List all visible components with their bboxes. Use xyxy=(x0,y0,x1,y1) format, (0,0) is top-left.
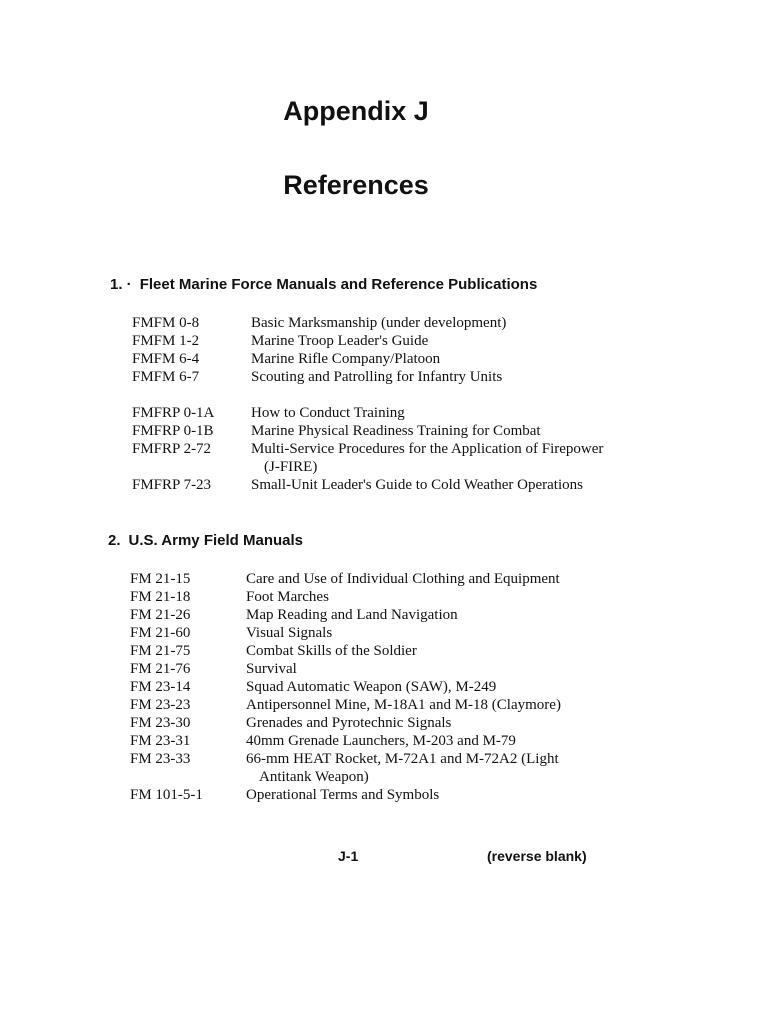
reference-code: FMFRP 0-1B xyxy=(132,423,214,439)
reference-code: FMFM 6-7 xyxy=(132,369,200,385)
reference-code: FM 101-5-1 xyxy=(130,787,203,803)
reference-title: Multi-Service Procedures for the Application of Firepower xyxy=(251,441,604,457)
reference-code: FM 23-30 xyxy=(130,715,191,731)
reference-title: Marine Rifle Company/Platoon xyxy=(251,351,441,367)
reference-title-block xyxy=(246,750,559,786)
reference-title: How to Conduct Training xyxy=(251,405,405,421)
reference-title: Grenades and Pyrotechnic Signals xyxy=(246,715,452,731)
reference-title: Visual Signals xyxy=(246,625,333,641)
reference-title: Marine Troop Leader's Guide xyxy=(251,333,429,349)
section-2-heading xyxy=(108,532,303,549)
reference-code: FMFM 1-2 xyxy=(132,333,200,349)
reference-title: Survival xyxy=(246,661,297,677)
reference-code: FM 21-18 xyxy=(130,589,191,605)
reference-title-continuation: Antitank Weapon) xyxy=(259,769,369,785)
reference-code: FMFM 6-4 xyxy=(132,351,200,367)
reverse-blank-note: (reverse blank) xyxy=(487,848,587,864)
reference-title: Marine Physical Readiness Training for Combat xyxy=(251,423,541,439)
reference-code: FMFM 0-8 xyxy=(132,315,200,331)
reference-title: Care and Use of Individual Clothing and Equipment xyxy=(246,571,560,587)
reference-code: FM 21-15 xyxy=(130,571,191,587)
section-1-number: 1. · xyxy=(110,276,132,293)
reference-code: FMFRP 0-1A xyxy=(132,405,215,421)
appendix-title: Appendix J xyxy=(283,96,429,126)
reference-code: FM 23-31 xyxy=(130,733,191,749)
reference-title: Antipersonnel Mine, M-18A1 and M-18 (Claymore) xyxy=(246,697,561,713)
reference-title: Foot Marches xyxy=(246,589,329,605)
reference-title: Operational Terms and Symbols xyxy=(246,787,440,803)
reference-title: 66-mm HEAT Rocket, M-72A1 and M-72A2 (Light xyxy=(246,751,559,767)
reference-code: FM 23-14 xyxy=(130,679,191,695)
reference-title-continuation: (J-FIRE) xyxy=(264,459,318,475)
reference-title: 40mm Grenade Launchers, M-203 and M-79 xyxy=(246,733,516,749)
reference-title: Scouting and Patrolling for Infantry Units xyxy=(251,369,503,385)
reference-title: Small-Unit Leader's Guide to Cold Weather Operations xyxy=(251,477,583,493)
reference-code: FMFRP 2-72 xyxy=(132,441,212,457)
section-2-title: U.S. Army Field Manuals xyxy=(128,532,304,549)
reference-code: FM 23-23 xyxy=(130,697,191,713)
references-title: References xyxy=(283,170,429,200)
section-1-heading xyxy=(110,276,537,293)
reference-title-block xyxy=(251,440,603,476)
reference-title: Combat Skills of the Soldier xyxy=(246,643,417,659)
reference-code: FM 21-60 xyxy=(130,625,191,641)
reference-code: FMFRP 7-23 xyxy=(132,477,212,493)
reference-code: FM 21-26 xyxy=(130,607,191,623)
reference-code: FM 23-33 xyxy=(130,751,191,767)
section-1-title: Fleet Marine Force Manuals and Reference Publications xyxy=(139,276,538,293)
page-number: J-1 xyxy=(338,848,359,864)
reference-title: Basic Marksmanship (under development) xyxy=(251,315,507,331)
reference-title: Squad Automatic Weapon (SAW), M-249 xyxy=(246,679,497,695)
section-2-number: 2. xyxy=(108,532,121,549)
reference-code: FM 21-75 xyxy=(130,643,191,659)
reference-code: FM 21-76 xyxy=(130,661,191,677)
reference-title: Map Reading and Land Navigation xyxy=(246,607,458,623)
